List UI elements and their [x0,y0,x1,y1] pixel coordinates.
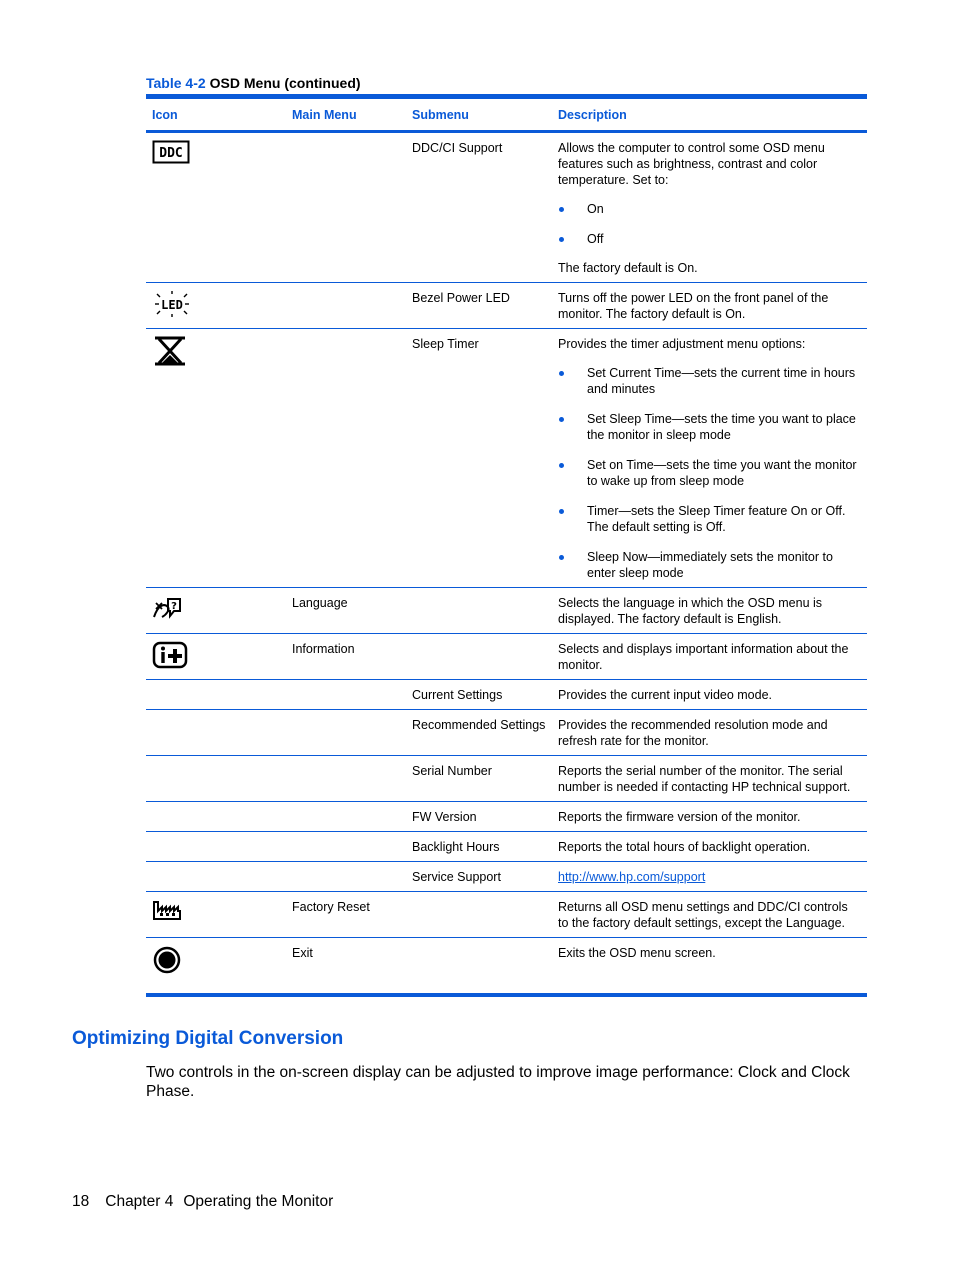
submenu-cell [406,938,552,996]
description-text: Allows the computer to control some OSD menu features such as brightness, contrast and color temperature. Set to: [558,141,825,187]
exit-icon [152,945,182,975]
column-header-description: Description [552,97,867,132]
table-row [146,329,867,588]
table-header-row [146,97,867,132]
submenu-cell [406,634,552,680]
section-heading: Optimizing Digital Conversion [72,1028,344,1049]
description-cell [552,938,867,996]
main-menu-cell [286,680,406,710]
submenu-cell: Current Settings [406,680,552,710]
description-text: Returns all OSD menu settings and DDC/CI controls to the factory default settings, except the Language. [558,900,848,930]
list-item: Set on Time—sets the time you want the monitor to wake up from sleep mode [558,457,861,489]
main-menu-cell: Exit [286,938,406,996]
description-cell [552,862,867,892]
main-menu-cell [286,283,406,329]
language-icon [152,595,184,621]
description-cell: Reports the firmware version of the monitor. [552,802,867,832]
list-item: Set Current Time—sets the current time in hours and minutes [558,365,861,397]
bullet-icon [559,509,564,514]
page-footer [72,1192,349,1212]
table-row [146,710,867,756]
description-cell: Provides the recommended resolution mode and refresh rate for the monitor. [552,710,867,756]
icon-cell [146,802,286,832]
description-cell [552,329,867,588]
table-row [146,892,867,938]
main-menu-cell: Language [286,588,406,634]
table-row [146,832,867,862]
submenu-cell: Recommended Settings [406,710,552,756]
section-body-text: Two controls in the on-screen display can be adjusted to improve image performance: Clock and Clock Phase. [146,1064,850,1100]
bullet-icon [559,463,564,468]
description-text: Selects and displays important information about the monitor. [558,642,849,672]
table-row [146,756,867,802]
svg-text:LED: LED [161,298,183,312]
icon-cell [146,329,286,588]
page-number: 18 [72,1193,90,1210]
icon-cell [146,132,286,283]
icon-cell [146,710,286,756]
bullet-icon [559,237,564,242]
main-menu-cell [286,329,406,588]
main-menu-cell: Factory Reset [286,892,406,938]
description-cell [552,283,867,329]
list-item: Set Sleep Time—sets the time you want to place the monitor in sleep mode [558,411,861,443]
submenu-cell: Backlight Hours [406,832,552,862]
description-cell [552,588,867,634]
icon-cell [146,283,286,329]
option-list [558,201,861,247]
ddc-icon [152,140,190,164]
information-icon [152,641,188,669]
description-cell [552,634,867,680]
description-cell [552,892,867,938]
column-header-icon: Icon [146,97,286,132]
table-caption [146,74,361,92]
icon-cell [146,862,286,892]
bullet-icon [559,555,564,560]
description-cell [552,132,867,283]
submenu-cell [406,588,552,634]
table-row [146,862,867,892]
icon-cell [146,756,286,802]
factory-icon [152,899,182,921]
svg-text:DDC: DDC [159,146,183,161]
description-text: Turns off the power LED on the front panel of the monitor. The factory default is On. [558,291,829,321]
description-cell: Provides the current input video mode. [552,680,867,710]
description-text: Exits the OSD menu screen. [558,946,716,960]
main-menu-cell [286,802,406,832]
column-header-submenu: Submenu [406,97,552,132]
main-menu-cell: Information [286,634,406,680]
list-item: Timer—sets the Sleep Timer feature On or Off. The default setting is Off. [558,503,861,535]
main-menu-cell [286,756,406,802]
table-title: OSD Menu (continued) [209,75,361,91]
icon-cell [146,634,286,680]
chapter-label: Chapter 4 [105,1193,174,1210]
icon-cell [146,680,286,710]
main-menu-cell [286,710,406,756]
table-row [146,680,867,710]
submenu-cell: DDC/CI Support [406,132,552,283]
description-note: The factory default is On. [558,261,698,275]
description-cell: Reports the total hours of backlight operation. [552,832,867,862]
column-header-main-menu: Main Menu [286,97,406,132]
chapter-title: Operating the Monitor [183,1193,334,1210]
hp-support-link[interactable]: http://www.hp.com/support [558,870,706,884]
option-list [558,365,861,581]
icon-cell [146,832,286,862]
bullet-icon [559,371,564,376]
main-menu-cell [286,862,406,892]
main-menu-cell [286,132,406,283]
main-menu-cell [286,832,406,862]
list-item: Sleep Now—immediately sets the monitor to enter sleep mode [558,549,861,581]
table-row [146,634,867,680]
submenu-cell: Sleep Timer [406,329,552,588]
description-cell: Reports the serial number of the monitor. The serial number is needed if contacting HP technical support. [552,756,867,802]
table-row [146,938,867,996]
submenu-cell: FW Version [406,802,552,832]
description-text: Selects the language in which the OSD menu is displayed. The factory default is English. [558,596,823,626]
table-row [146,132,867,283]
submenu-cell: Bezel Power LED [406,283,552,329]
bullet-icon [559,207,564,212]
list-item: On [558,201,861,217]
bullet-icon [559,417,564,422]
table-row [146,588,867,634]
table-number: Table 4-2 [146,75,206,91]
submenu-cell: Serial Number [406,756,552,802]
table-row [146,802,867,832]
svg-text:?: ? [171,601,177,612]
submenu-cell: Service Support [406,862,552,892]
icon-cell [146,588,286,634]
table-row [146,283,867,329]
list-item: Off [558,231,861,247]
led-icon [152,290,192,318]
submenu-cell [406,892,552,938]
hourglass-icon [152,336,188,366]
osd-menu-table [146,94,867,997]
icon-cell [146,938,286,996]
description-text: Provides the timer adjustment menu options: [558,337,806,351]
icon-cell [146,892,286,938]
